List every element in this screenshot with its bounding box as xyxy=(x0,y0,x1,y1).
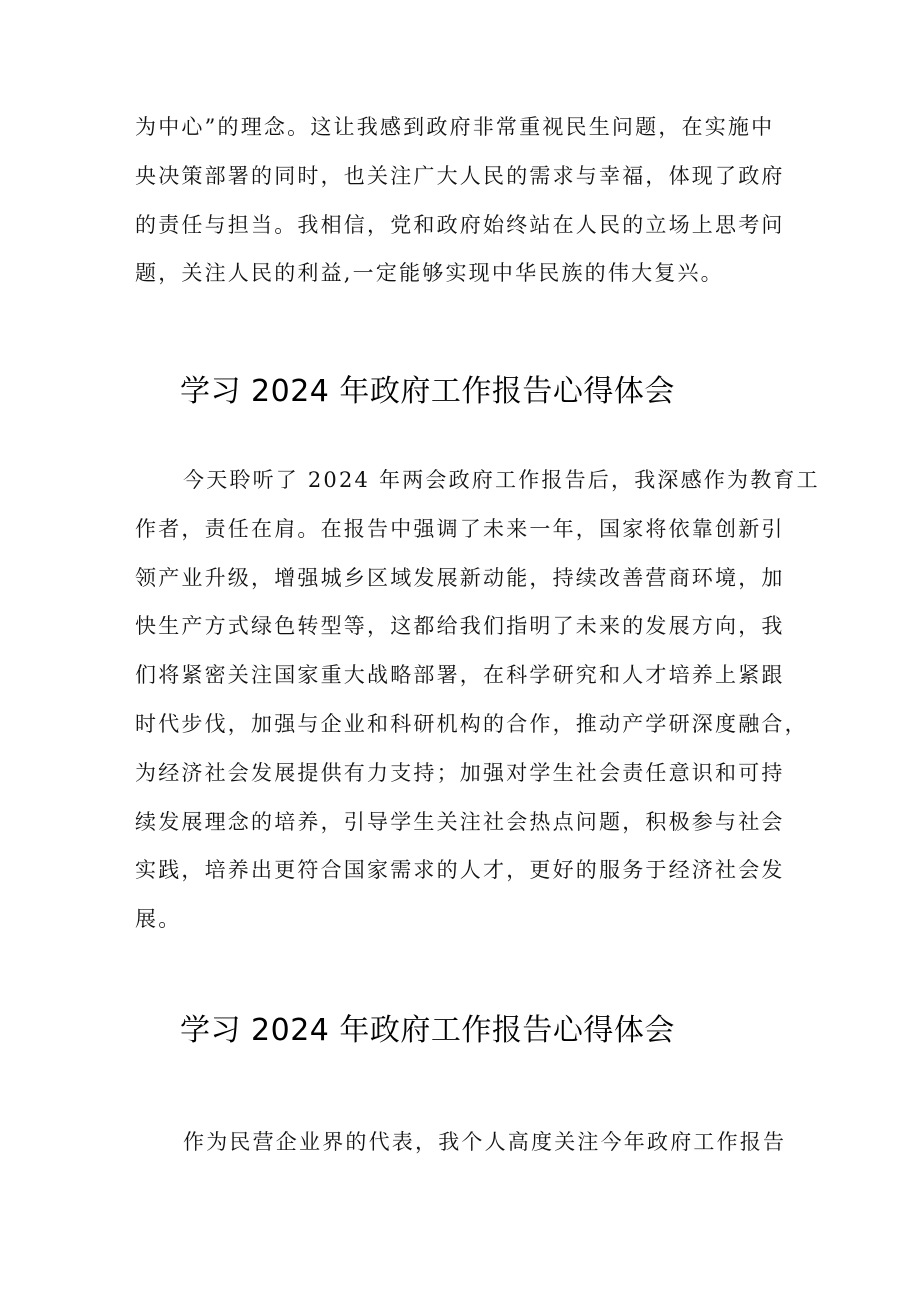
paragraph-line: 今天聆听了 2024 年两会政府工作报告后，我深感作为教育工 xyxy=(183,468,820,492)
paragraph-line: 作者，责任在肩。在报告中强调了未来一年，国家将依靠创新引 xyxy=(135,516,785,541)
paragraph-line: 实践，培养出更符合国家需求的人才，更好的服务于经济社会发 xyxy=(135,858,785,883)
paragraph-line: 领产业升级，增强城乡区域发展新动能，持续改善营商环境，加 xyxy=(135,565,785,590)
paragraph-line: 快生产方式绿色转型等，这都给我们指明了未来的发展方向，我 xyxy=(135,614,785,639)
paragraph-line: 时代步伐，加强与企业和科研机构的合作，推动产学研深度融合， xyxy=(135,711,808,736)
paragraph-line: 们将紧密关注国家重大战略部署，在科学研究和人才培养上紧跟 xyxy=(135,663,785,688)
section-paragraph xyxy=(135,456,820,944)
paragraph-line: 续发展理念的培养，引导学生关注社会热点问题，积极参与社会 xyxy=(135,809,785,834)
intro-paragraph xyxy=(135,103,815,298)
section-paragraph xyxy=(135,1118,815,1167)
paragraph-line: 央决策部署的同时，也关注广大人民的需求与幸福，体现了政府 xyxy=(135,163,785,188)
paragraph-line: 作为民营企业界的代表，我个人高度关注今年政府工作报告 xyxy=(183,1130,787,1154)
paragraph-line: 题，关注人民的利益,一定能够实现中华民族的伟大复兴。 xyxy=(135,261,724,286)
paragraph-line: 的责任与担当。我相信，党和政府始终站在人民的立场上思考问 xyxy=(135,212,785,237)
paragraph-line: 为经济社会发展提供有力支持；加强对学生社会责任意识和可持 xyxy=(135,760,785,785)
section-title: 学习 2024 年政府工作报告心得体会 xyxy=(180,1013,675,1048)
paragraph-line: 为中心”的理念。这让我感到政府非常重视民生问题，在实施中 xyxy=(135,115,775,139)
section-title: 学习 2024 年政府工作报告心得体会 xyxy=(180,374,675,409)
paragraph-line: 展。 xyxy=(135,907,182,932)
